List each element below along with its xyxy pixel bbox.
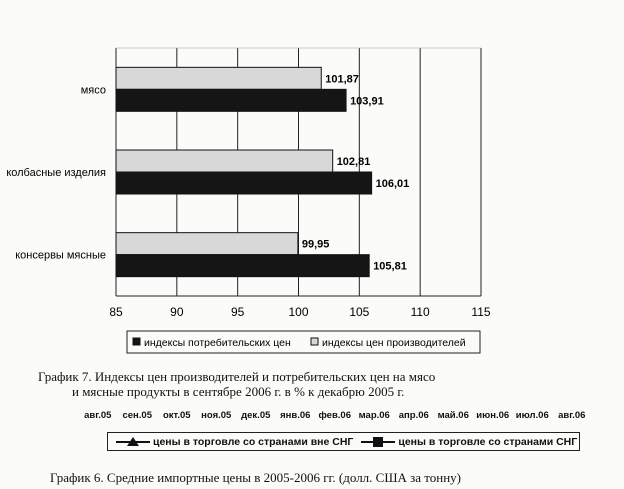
data-label: 103,91 [350, 95, 384, 108]
line-chart-legend [107, 432, 580, 451]
data-label: 99,95 [301, 238, 330, 251]
data-label: 105,81 [373, 260, 407, 273]
bar-producer [116, 150, 333, 172]
legend [127, 331, 480, 353]
bar-consumer [116, 89, 346, 111]
x-tick-label: 85 [109, 305, 123, 319]
line-chart-caption: График 6. Средние импортные цены в 2005-2006 гг. (долл. США за тонну) [50, 470, 462, 485]
x-tick-label: 95 [230, 305, 245, 319]
x-tick-label: 115 [471, 305, 491, 319]
line-chart-x-tick-labels [78, 410, 592, 421]
category-label: консервы мясные [15, 249, 106, 262]
bar-producer [116, 67, 321, 89]
month-tick-label: ноя.05 [201, 410, 232, 421]
legend-label: индексы потребительских цен [144, 337, 291, 349]
month-tick-label: май.06 [437, 410, 469, 421]
bars [116, 67, 372, 276]
month-tick-label: дек.05 [241, 410, 271, 421]
category-label: колбасные изделия [6, 167, 106, 179]
category-label: мясо [80, 84, 106, 97]
legend-label-non-cis: цены в торговле со странами вне СНГ [153, 435, 354, 448]
x-tick-label: 105 [349, 305, 370, 319]
month-tick-label: окт.05 [162, 410, 191, 421]
data-label: 106,01 [375, 178, 410, 190]
month-tick-label: сен.05 [122, 410, 152, 421]
bar-consumer [116, 255, 369, 277]
legend-label-cis: цены в торговле со странами СНГ [398, 435, 578, 448]
legend-item-non-cis [116, 436, 353, 448]
x-tick-label: 110 [410, 305, 430, 319]
chart-caption-line-2: и мясные продукты в сентябре 2006 г. в % к декабрю 2005 г. [72, 384, 405, 399]
triangle-marker-icon [116, 437, 150, 447]
month-tick-label: мар.06 [358, 410, 390, 421]
legend-item-cis [361, 436, 577, 448]
chart-caption-line-1: График 7. Индексы цен производителей и потребительских цен на мясо [38, 369, 436, 384]
month-tick-label: янв.06 [280, 410, 311, 421]
square-marker-icon [361, 437, 395, 447]
bar-producer [116, 233, 298, 255]
legend-swatch [133, 338, 140, 345]
x-tick-label: 90 [170, 305, 184, 319]
month-tick-label: авг.05 [84, 410, 112, 421]
legend-label: индексы цен производителей [322, 337, 466, 349]
legend-swatch [311, 338, 318, 345]
month-tick-label: июн.06 [476, 410, 510, 421]
data-label: 101,87 [325, 73, 359, 86]
x-tick-label: 100 [288, 305, 309, 319]
data-label: 102,81 [336, 156, 371, 168]
bar-consumer [116, 172, 372, 194]
month-tick-label: авг.06 [558, 410, 586, 421]
month-tick-label: апр.06 [398, 410, 429, 421]
month-tick-label: июл.06 [515, 410, 549, 421]
month-tick-label: фев.06 [318, 410, 352, 421]
